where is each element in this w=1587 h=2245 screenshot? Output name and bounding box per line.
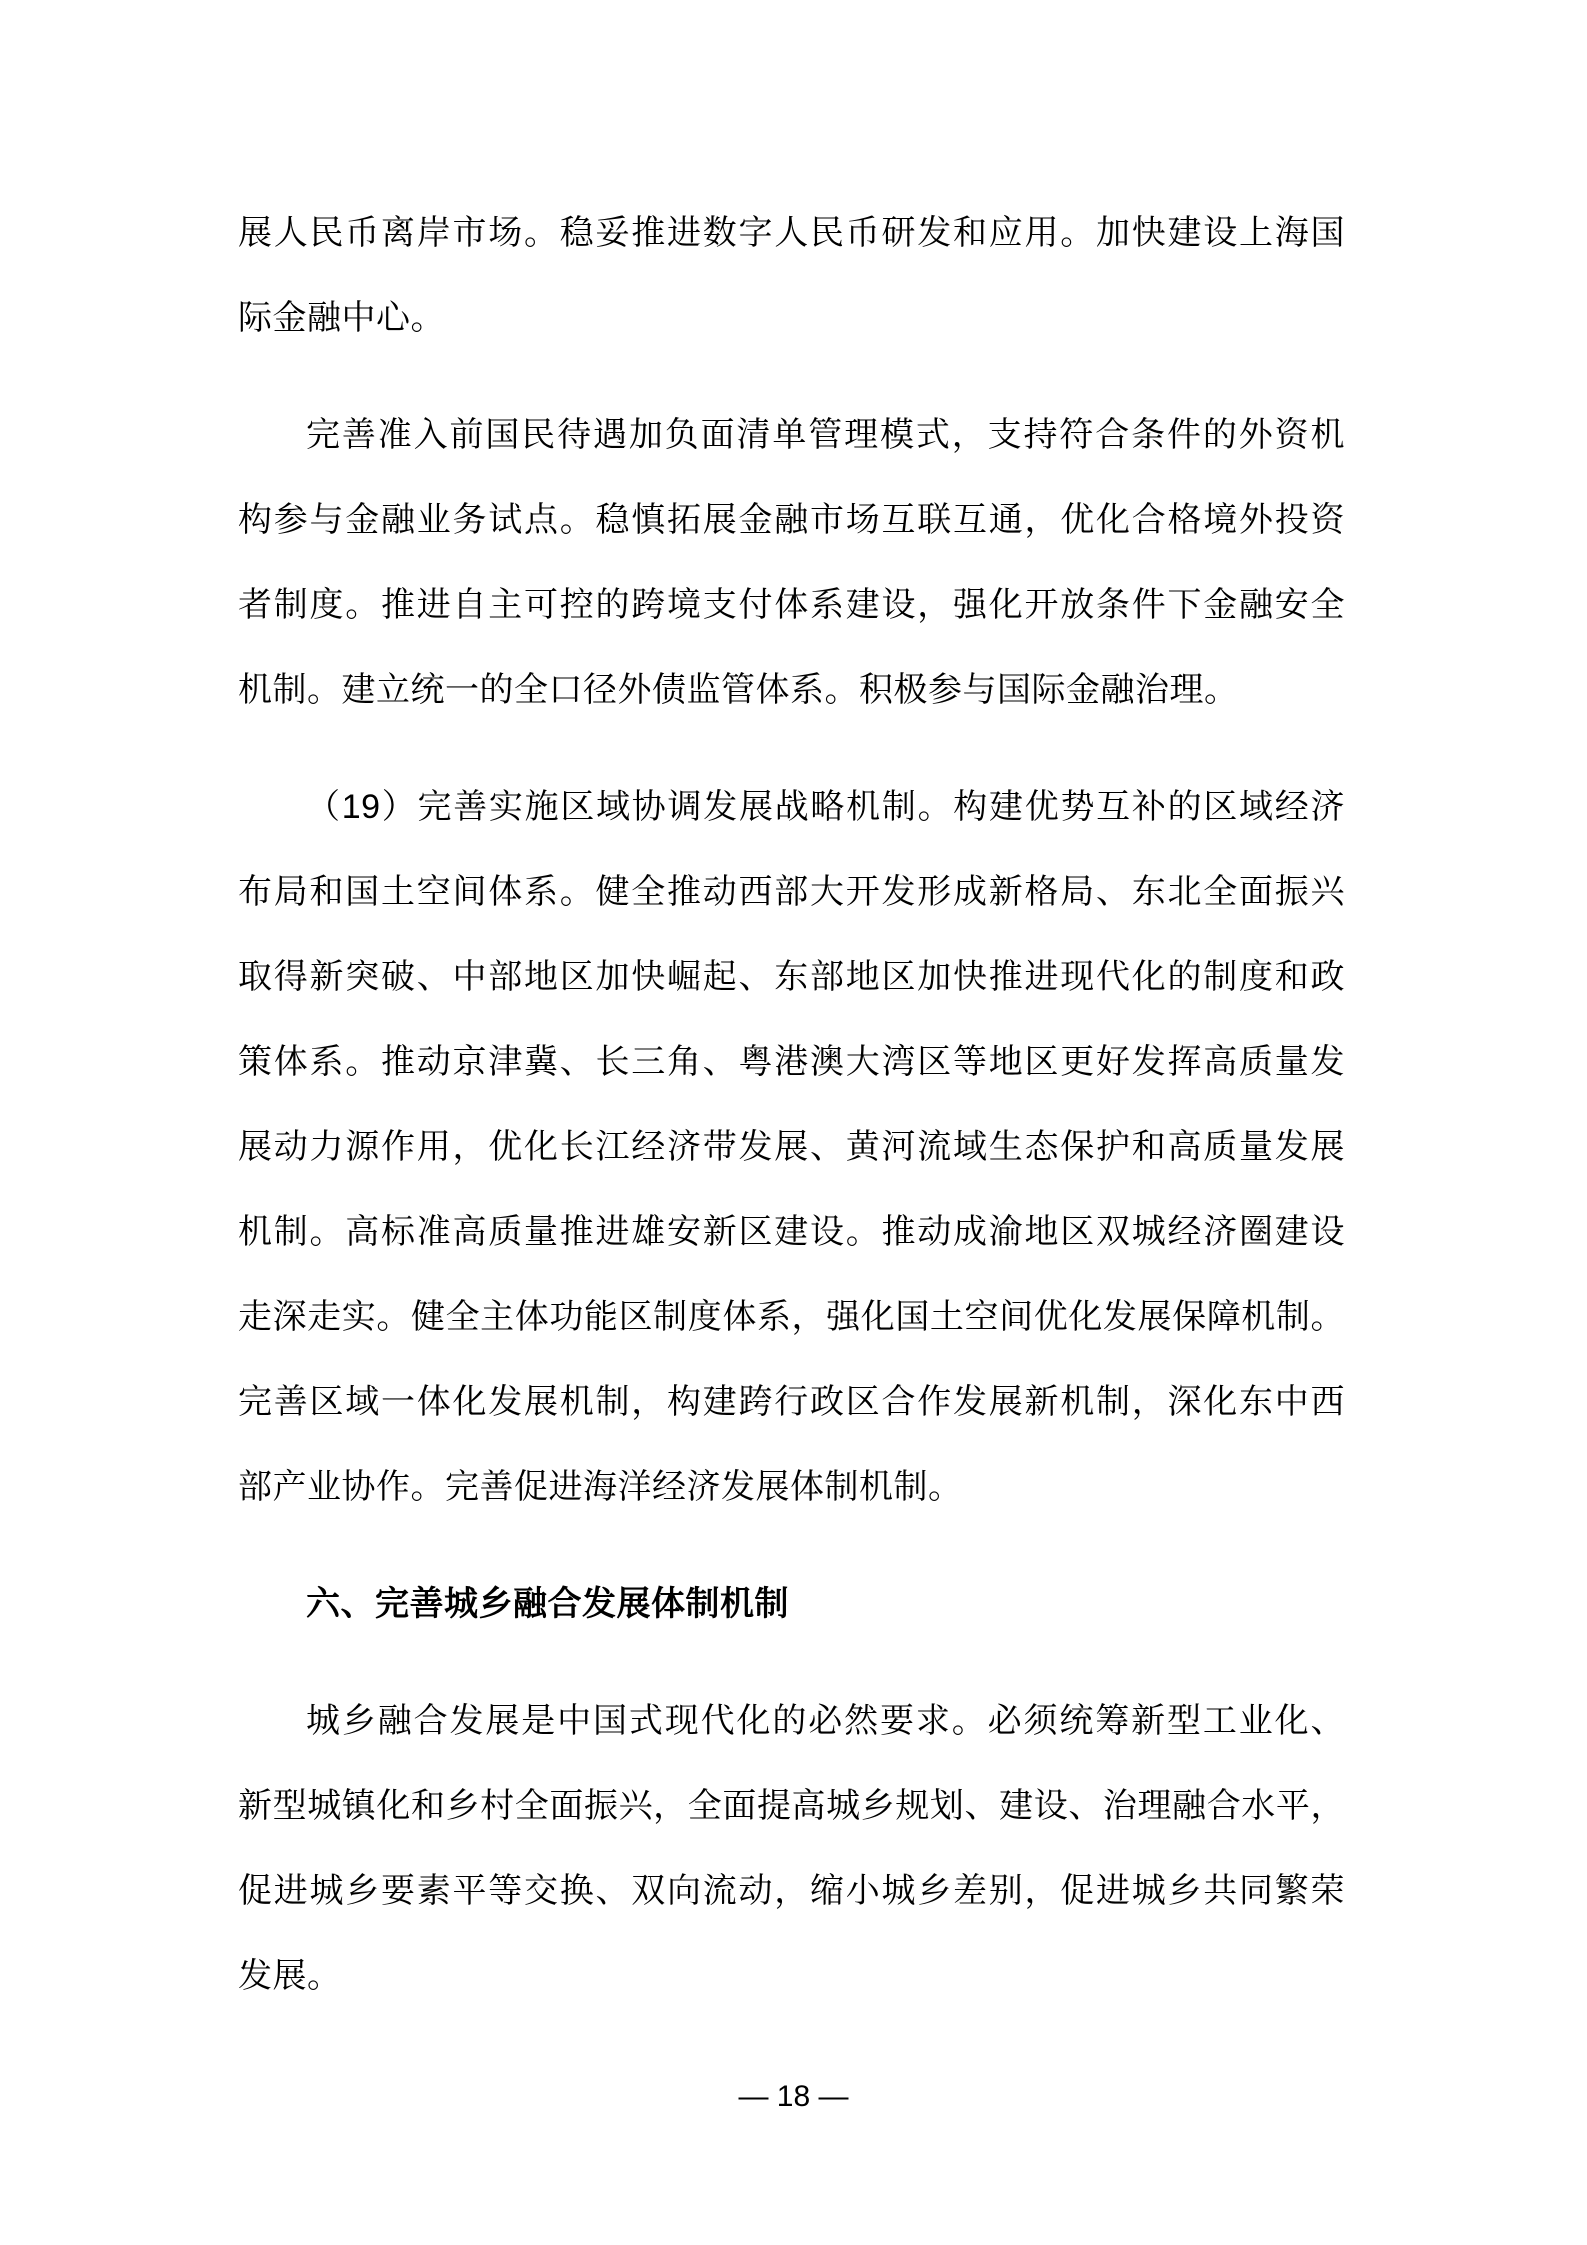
text-line: 城乡融合发展是中国式现代化的必然要求。必须统筹新型工业化、 — [306, 1702, 1345, 1740]
text-line: 完善区域一体化发展机制，构建跨行政区合作发展新机制，深化东中西 — [238, 1383, 1345, 1421]
text-line: 者制度。推进自主可控的跨境支付体系建设，强化开放条件下金融安全 — [238, 586, 1345, 624]
paragraph — [238, 1679, 1345, 2019]
text-line: 构参与金融业务试点。稳慎拓展金融市场互联互通，优化合格境外投资 — [238, 501, 1345, 539]
text-line: 新型城镇化和乡村全面振兴，全面提高城乡规划、建设、治理融合水平， — [238, 1787, 1345, 1825]
paragraph — [238, 765, 1345, 1530]
paragraph — [238, 393, 1345, 733]
text-line: 促进城乡要素平等交换、双向流动，缩小城乡差别，促进城乡共同繁荣 — [238, 1872, 1345, 1910]
text-line: 机制。建立统一的全口径外债监管体系。积极参与国际金融治理。 — [238, 671, 1239, 709]
text-line: 走深走实。健全主体功能区制度体系，强化国土空间优化发展保障机制。 — [238, 1298, 1345, 1336]
section-heading: 六、完善城乡融合发展体制机制 — [306, 1585, 789, 1623]
document-body — [238, 0, 1345, 2051]
text-line: 完善准入前国民待遇加负面清单管理模式，支持符合条件的外资机 — [306, 416, 1345, 454]
page-number: — 18 — — [738, 2080, 849, 2113]
text-line: 发展。 — [238, 1957, 342, 1995]
text-line: 策体系。推动京津冀、长三角、粤港澳大湾区等地区更好发挥高质量发 — [238, 1043, 1345, 1081]
text-line: 布局和国土空间体系。健全推动西部大开发形成新格局、东北全面振兴 — [238, 873, 1345, 911]
text-line: 取得新突破、中部地区加快崛起、东部地区加快推进现代化的制度和政 — [238, 958, 1345, 996]
text-line: （19）完善实施区域协调发展战略机制。构建优势互补的区域经济 — [306, 788, 1345, 826]
text-line: 际金融中心。 — [238, 299, 445, 337]
text-line: 机制。高标准高质量推进雄安新区建设。推动成渝地区双城经济圈建设 — [238, 1213, 1345, 1251]
paragraph — [238, 191, 1345, 361]
text-line: 部产业协作。完善促进海洋经济发展体制机制。 — [238, 1468, 963, 1506]
text-line: 展动力源作用，优化长江经济带发展、黄河流域生态保护和高质量发展 — [238, 1128, 1345, 1166]
text-line: 展人民币离岸市场。稳妥推进数字人民币研发和应用。加快建设上海国 — [238, 214, 1345, 252]
